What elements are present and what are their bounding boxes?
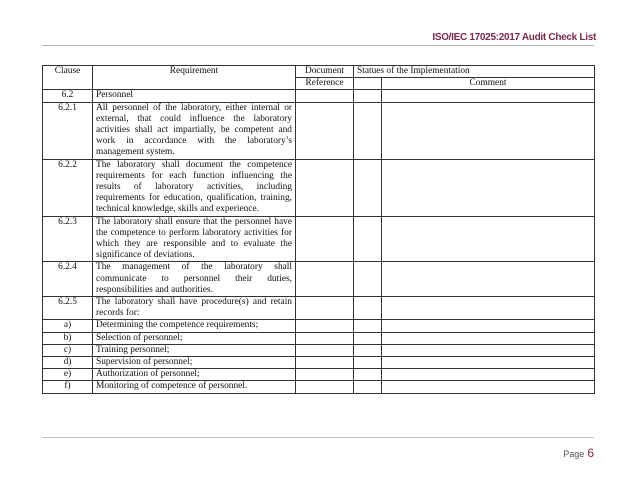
clause-cell: 6.2.3 bbox=[43, 216, 93, 262]
comment-cell bbox=[382, 332, 595, 344]
document-column-header: Document bbox=[296, 66, 354, 78]
clause-cell: 6.2.2 bbox=[43, 159, 93, 216]
comment-cell bbox=[382, 369, 595, 381]
audit-checklist-table bbox=[42, 65, 595, 394]
clause-cell: f) bbox=[43, 381, 93, 393]
requirement-cell: The laboratory shall have procedure(s) and retain records for: bbox=[93, 297, 296, 320]
comment-cell bbox=[382, 357, 595, 369]
requirement-cell: All personnel of the laboratory, either internal or external, that could influence the laboratory activities shall act impartially, be competent and work in accordance with the laboratory’s management system. bbox=[93, 102, 296, 159]
comment-column-header: Comment bbox=[382, 78, 595, 90]
document-reference-cell bbox=[296, 297, 354, 320]
table-row bbox=[43, 297, 595, 320]
requirement-cell: The laboratory shall ensure that the personnel have the competence to perform laboratory activities for which they are responsible and to evaluate the significance of deviations. bbox=[93, 216, 296, 262]
document-reference-cell bbox=[296, 216, 354, 262]
status-check-cell bbox=[354, 297, 382, 320]
status-check-cell bbox=[354, 344, 382, 356]
section-row bbox=[43, 90, 595, 102]
clause-cell: 6.2.5 bbox=[43, 297, 93, 320]
status-check-header-cell bbox=[354, 78, 382, 90]
document-reference-cell bbox=[296, 357, 354, 369]
clause-cell: a) bbox=[43, 320, 93, 332]
requirement-cell: Training personnel; bbox=[93, 344, 296, 356]
requirement-cell: Monitoring of competence of personnel. bbox=[93, 381, 296, 393]
table-row bbox=[43, 320, 595, 332]
comment-cell bbox=[382, 262, 595, 297]
status-check-cell bbox=[354, 159, 382, 216]
section-clause: 6.2 bbox=[43, 90, 93, 102]
table-row bbox=[43, 381, 595, 393]
status-check-cell bbox=[354, 369, 382, 381]
document-header-title: ISO/IEC 17025:2017 Audit Check List bbox=[432, 32, 596, 43]
status-check-cell bbox=[354, 332, 382, 344]
document-reference-cell bbox=[296, 369, 354, 381]
comment-cell bbox=[382, 102, 595, 159]
table-row bbox=[43, 159, 595, 216]
table-row bbox=[43, 357, 595, 369]
comment-cell bbox=[382, 381, 595, 393]
checklist-body bbox=[43, 66, 595, 394]
comment-cell bbox=[382, 159, 595, 216]
status-check-cell bbox=[354, 357, 382, 369]
requirement-cell: Supervision of personnel; bbox=[93, 357, 296, 369]
clause-column-header: Clause bbox=[43, 66, 93, 90]
document-reference-cell bbox=[296, 102, 354, 159]
clause-cell: e) bbox=[43, 369, 93, 381]
document-reference-cell bbox=[296, 90, 354, 102]
clause-cell: 6.2.1 bbox=[43, 102, 93, 159]
status-check-cell bbox=[354, 381, 382, 393]
page-number bbox=[563, 446, 594, 460]
requirement-cell: Selection of personnel; bbox=[93, 332, 296, 344]
table-row bbox=[43, 369, 595, 381]
document-reference-cell bbox=[296, 262, 354, 297]
status-check-cell bbox=[354, 102, 382, 159]
table-row bbox=[43, 216, 595, 262]
comment-cell bbox=[382, 90, 595, 102]
status-check-cell bbox=[354, 262, 382, 297]
document-reference-cell bbox=[296, 381, 354, 393]
section-title: Personnel bbox=[93, 90, 296, 102]
table-row bbox=[43, 344, 595, 356]
document-reference-cell bbox=[296, 320, 354, 332]
status-check-cell bbox=[354, 90, 382, 102]
reference-column-header: Reference bbox=[296, 78, 354, 90]
clause-cell: b) bbox=[43, 332, 93, 344]
status-column-header: Statues of the Implementation bbox=[354, 66, 595, 78]
comment-cell bbox=[382, 344, 595, 356]
comment-cell bbox=[382, 216, 595, 262]
document-reference-cell bbox=[296, 332, 354, 344]
comment-cell bbox=[382, 320, 595, 332]
status-check-cell bbox=[354, 320, 382, 332]
clause-cell: 6.2.4 bbox=[43, 262, 93, 297]
clause-cell: c) bbox=[43, 344, 93, 356]
table-row bbox=[43, 102, 595, 159]
page-label: Page bbox=[563, 449, 585, 459]
document-reference-cell bbox=[296, 344, 354, 356]
table-row bbox=[43, 332, 595, 344]
requirement-cell: The laboratory shall document the competence requirements for each function influencing the results of laboratory activities, including requirements for education, qualification, training, technical knowledge, skills and experience. bbox=[93, 159, 296, 216]
requirement-cell: Authorization of personnel; bbox=[93, 369, 296, 381]
table-row bbox=[43, 262, 595, 297]
requirement-cell: Determining the competence requirements; bbox=[93, 320, 296, 332]
status-check-cell bbox=[354, 216, 382, 262]
footer-divider bbox=[42, 437, 594, 438]
header-divider bbox=[42, 45, 594, 46]
document-reference-cell bbox=[296, 159, 354, 216]
clause-cell: d) bbox=[43, 357, 93, 369]
requirement-column-header: Requirement bbox=[93, 66, 296, 90]
requirement-cell: The management of the laboratory shall communicate to personnel their duties, responsibilities and authorities. bbox=[93, 262, 296, 297]
table-header-row bbox=[43, 66, 595, 78]
page-number-value: 6 bbox=[587, 446, 594, 460]
comment-cell bbox=[382, 297, 595, 320]
